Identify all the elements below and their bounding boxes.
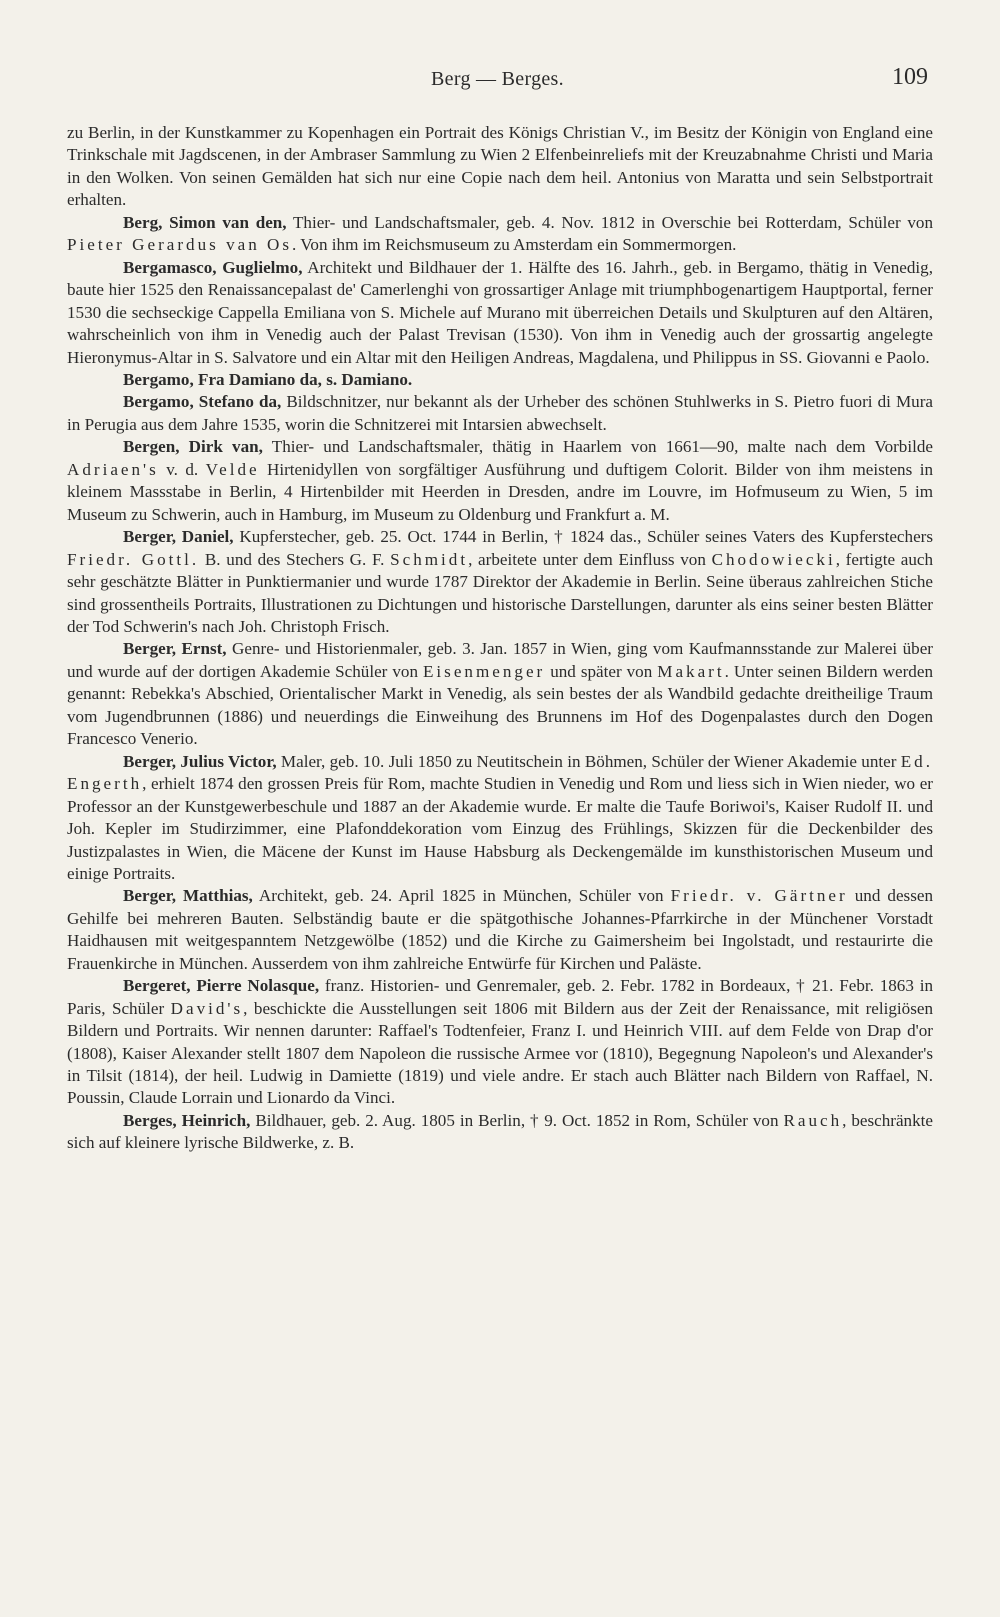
entry-text: v. d. [158, 459, 206, 479]
entry-text: Maler, geb. 10. Juli 1850 zu Neutitschein in Böhmen, Schüler der Wiener Akademie unter [276, 751, 901, 771]
body-text [67, 122, 933, 1155]
entry-text: Thier- und Landschaftsmaler, geb. 4. Nov. 1812 in Overschie bei Rotterdam, Schüler von [286, 212, 933, 232]
entry-text: B. und des Stechers G. F. [199, 549, 391, 569]
entry-text: Genre- und Historienmaler, geb. 3. Jan. 1857 in Wien, ging vom Kaufmannsstande zur Malerei über und wurde auf der dortigen Akademie Schüler von [67, 639, 934, 681]
entry-headword: Berger, Ernst, [123, 639, 227, 659]
entry-text: , beschränkte sich auf kleinere lyrische Bildwerke, z. B. [67, 1110, 933, 1153]
spaced-name: Eisenmenger [422, 661, 546, 681]
entry-headword: Bergamo, Fra Damiano da, s. Damiano. [123, 369, 413, 389]
spaced-name: Velde [205, 459, 260, 479]
running-head [67, 62, 928, 102]
entry-headword: Berger, Daniel, [123, 527, 234, 547]
spaced-name: David's [170, 998, 244, 1018]
entry-bergamasco [67, 257, 933, 369]
page-number: 109 [892, 64, 928, 90]
entry-text: und dessen Gehilfe bei mehreren Bauten. Selbständig baute er die spätgothische Johannes-Pfarrkirche in der Münchener Vorstadt Haidhausen mit weitgespanntem Netzgewölbe (1852) und die Kirche zu Gaimersheim bei Ingolstadt, und restaurirte die Frauenkirche in München. Ausserdem von ihm zahlreiche Entwürfe für Kirchen und Paläste. [67, 886, 933, 973]
entry-text: Hirtenidyllen von sorgfältiger Ausführung und duftigem Colorit. Bilder von ihm meistens in kleinem Massstabe in Berlin, 4 Hirtenbilder mit Heerden in Dresden, andre im Louvre, im Hofmuseum zu Wien, 5 im Museum zu Schwerin, auch in Hamburg, im Museum zu Oldenburg und Frankfurt a. M. [67, 459, 933, 524]
entry-berger-ernst [67, 638, 933, 750]
continuation-paragraph: zu Berlin, in der Kunstkammer zu Kopenhagen ein Portrait des Königs Christian V., im Besitz der Königin von England eine Trinkschale mit Jagdscenen, in der Ambraser Sammlung zu Wien 2 Elfenbeinreliefs mit der Kreuzabnahme Christi und Maria in den Wolken. Von seinen Gemälden hat sich nur eine Copie nach dem heil. Antonius von Maratta und sein Selbstportrait erhalten. [67, 123, 933, 210]
entry-text: , arbeitete unter dem Einfluss von [468, 549, 712, 569]
entry-text: Thier- und Landschaftsmaler, thätig in Haarlem von 1661—90, malte nach dem Vorbilde [262, 437, 933, 457]
entry-berg-simon [67, 212, 933, 257]
entry-berger-daniel [67, 526, 933, 638]
entry-headword: Bergamasco, Guglielmo, [123, 257, 303, 277]
entry-headword: Berger, Matthias, [123, 886, 253, 906]
spaced-name: Schmidt [390, 549, 469, 569]
entry-text: , erhielt 1874 den grossen Preis für Rom, machte Studien in Venedig und Rom und liess sich in Wien nieder, wo er Professor an der Kunstgewerbeschule und 1887 an der Akademie wurde. Er malte die Taufe Boriwoi's, Kaiser Rudolf II. und Joh. Kepler im Studirzimmer, eine Plafonddekoration vom Einzug des Frühlings, Skizzen für die Deckenbilder des Justizpalastes in Wien, die Mäcene der Kunst im Hause Habsburg als Deckengemälde im kunsthistorischen Museum und einige Portraits. [67, 774, 933, 883]
entry-text: Architekt, geb. 24. April 1825 in München, Schüler von [252, 886, 671, 906]
spaced-name: Rauch [783, 1110, 843, 1130]
entry-text: und später von [545, 661, 658, 681]
entry-text: Architekt und Bildhauer der 1. Hälfte des 16. Jahrh., geb. in Bergamo, thätig in Venedig, baute hier 1525 den Renaissancepalast de' Camerlenghi von grossartiger Anlage mit triumphbogenartigem Hauptportal, ferner 1530 die sechseckige Cappella Emiliana von S. Michele auf Murano mit überreichen Details und Skulpturen auf den Altären, wahrscheinlich von ihm in Venedig auch der Palast Trevisan (1530). Von ihm in Venedig auch der grossartig angelegte Hieronymus-Altar in S. Salvatore und ein Altar mit den Heiligen Andreas, Magdalena, und Philippus in SS. Giovanni e Paolo. [67, 257, 933, 367]
entry-headword: Bergen, Dirk van, [123, 437, 263, 457]
entry-headword: Berges, Heinrich, [123, 1110, 251, 1130]
running-title: Berg — Berges. [431, 68, 564, 90]
entry-headword: Berger, Julius Victor, [123, 751, 277, 771]
entry-headword: Berg, Simon van den, [123, 212, 287, 232]
entry-berges-heinrich [67, 1110, 933, 1155]
entry-berger-matthias [67, 885, 933, 975]
spaced-name: Pieter Gerardus van Os [67, 235, 293, 255]
spaced-name: Adriaen's [67, 459, 159, 479]
spaced-name: Ed. Engerth [67, 751, 933, 794]
entry-headword: Bergeret, Pierre Nolasque, [123, 976, 320, 996]
entry-text: , fertigte auch sehr geschätzte Blätter in Punktiermanier und wurde 1787 Direktor der Akademie in Berlin. Seine überaus zahlreichen Stiche sind grossentheils Portraits, Illustrationen zu Dichtungen und historische Darstellungen, darunter als eins seiner besten Blätter der Tod Schwerin's nach Joh. Christoph Frisch. [67, 549, 933, 636]
entry-text: Bildhauer, geb. 2. Aug. 1805 in Berlin, † 9. Oct. 1852 in Rom, Schüler von [250, 1110, 784, 1130]
entry-bergamo-fra-damiano [67, 369, 933, 391]
spaced-name: Makart [657, 661, 725, 681]
spaced-name: Friedr. v. Gärtner [670, 886, 848, 906]
spaced-name: Chodowiecki [711, 549, 836, 569]
entry-text: , beschickte die Ausstellungen seit 1806 mit Bildern aus der Zeit der Renaissance, mit religiösen Bildern und Portraits. Wir nennen darunter: Raffael's Todtenfeier, Franz I. und Heinrich VIII. auf dem Felde von Drap d'or (1808), Kaiser Alexander stellt 1807 dem Napoleon die russische Armee vor (1810), Begegnung Napoleon's und Alexander's in Tilsit (1814), der heil. Ludwig in Damiette (1819) und viele andre. Er stach auch Blätter nach Bildern von Raffael, N. Poussin, Claude Lorrain und Lionardo da Vinci. [67, 998, 933, 1108]
entry-text: Kupferstecher, geb. 25. Oct. 1744 in Berlin, † 1824 das., Schüler seines Vaters des Kupferstechers [233, 527, 933, 547]
entry-headword: Bergamo, Stefano da, [123, 392, 282, 412]
entry-berger-julius [67, 751, 933, 886]
entry-bergeret [67, 975, 933, 1110]
spaced-name: Friedr. Gottl. [67, 549, 200, 569]
entry-text: franz. Historien- und Genremaler, geb. 2. Febr. 1782 in Bordeaux, † 21. Febr. 1863 in Paris, Schüler [67, 976, 933, 1018]
entry-text: . Von ihm im Reichsmuseum zu Amsterdam ein Sommermorgen. [292, 235, 737, 255]
entry-bergen-dirk [67, 436, 933, 526]
entry-text: Bildschnitzer, nur bekannt als der Urheber des schönen Stuhlwerks in S. Pietro fuori di Mura in Perugia aus dem Jahre 1535, worin die Schnitzerei mit Intarsien abwechselt. [67, 392, 933, 434]
entry-bergamo-stefano [67, 391, 933, 436]
entry-text: . Unter seinen Bildern werden genannt: Rebekka's Abschied, Orientalischer Markt in Venedig, als sein bestes der als Wandbild gedachte dreitheilige Traum vom Jugendbrunnen (1886) und neuerdings die Einweihung des Brunnens im Hof des Dogenpalastes durch den Dogen Francesco Venerio. [67, 661, 933, 749]
